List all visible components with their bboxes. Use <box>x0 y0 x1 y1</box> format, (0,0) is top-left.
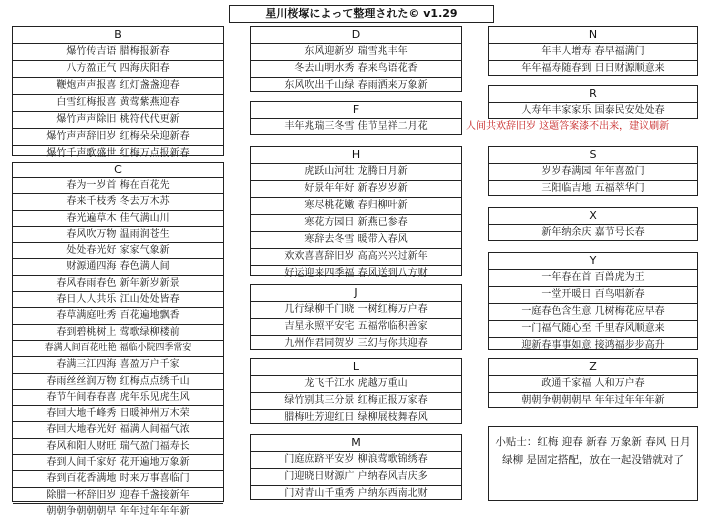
couplet-row: 春满三江四海 喜盈万户千家 <box>13 357 223 373</box>
section-header: Y <box>489 253 697 270</box>
couplet-row: 春到人间千家好 花开遍地万象新 <box>13 455 223 471</box>
couplet-row: 春为一岁首 梅在百花先 <box>13 178 223 194</box>
couplet-row: 春来千枝秀 冬去万木苏 <box>13 194 223 210</box>
couplet-row: 春回大地千峰秀 日暖神州万木荣 <box>13 406 223 422</box>
couplet-row: 除腊一杯辞旧岁 迎春千盏接新年 <box>13 488 223 504</box>
section-header: R <box>489 86 697 103</box>
couplet-row: 年年福寿随春到 日日财源顺意来 <box>521 63 665 74</box>
page-title: 星川桜塚によって整理された© v1.29 <box>229 5 494 23</box>
couplet-row: 冬去山明水秀 春来鸟语花香 <box>251 61 461 78</box>
section-c <box>12 162 224 517</box>
couplet-row: 寒尽桃花嫩 春归柳叶新 <box>251 198 461 215</box>
couplet-row: 爆竹千声歌盛世 红梅万点报新春 <box>46 148 190 159</box>
section-s <box>488 146 698 196</box>
couplet-row: 新年纳余庆 嘉节号长春 <box>541 227 645 238</box>
couplet-row: 一年春在首 百兽虎为王 <box>489 270 697 287</box>
couplet-row: 春到百花香满地 时来万事喜临门 <box>13 471 223 487</box>
couplet-row: 绿竹别其三分景 红梅正报万家春 <box>251 393 461 410</box>
couplet-row: 寒辞去冬雪 暖带入春风 <box>251 232 461 249</box>
couplet-row: 朝朝争朝朝朝早 年年过年年年新 <box>46 505 190 517</box>
couplet-row: 处处春光好 家家气象新 <box>13 243 223 259</box>
couplet-row: 东风迎新岁 瑞雪兆丰年 <box>251 44 461 61</box>
couplet-row: 朝朝争朝朝朝早 年年过年年年新 <box>521 395 665 406</box>
section-y <box>488 252 698 350</box>
couplet-row: 三阳临吉地 五福萃华门 <box>541 183 645 194</box>
section-d <box>250 26 462 92</box>
section-header: C <box>13 163 223 178</box>
couplet-row: 迎新春事事如意 接鸿福步步高升 <box>521 340 665 351</box>
couplet-row: 门迎晓日财源广 户纳春风吉庆多 <box>251 469 461 486</box>
section-n <box>488 26 698 76</box>
couplet-row: 门庭庶跻平安岁 柳浪莺歌锦绣春 <box>251 452 461 469</box>
couplet-row: 门对青山千重秀 户纳东西南北财 <box>284 488 428 499</box>
couplet-row: 春节午间春春喜 虎年乐见虎生风 <box>13 390 223 406</box>
couplet-row: 春日人人共乐 江山处处皆春 <box>13 292 223 308</box>
couplet-row: 春风吹万物 温雨润苍生 <box>13 227 223 243</box>
section-b <box>12 26 224 159</box>
couplet-row: 财源通四海 春色满人间 <box>13 259 223 275</box>
couplet-row: 政通千家福 人和万户春 <box>489 376 697 393</box>
section-header: M <box>251 435 461 452</box>
couplet-row: 春满人间百花吐艳 福临小院四季常安 <box>13 341 223 357</box>
couplet-row: 八方盈正气 四海庆阳春 <box>13 61 223 78</box>
tip-box: 小贴士：红梅 迎春 新春 万象新 春风 日月 绿柳 是固定搭配，放在一起没错就对了 <box>488 426 698 501</box>
couplet-row: 一庭春色含生意 几树梅花应早春 <box>489 304 697 321</box>
red-note: 人间共欢辞旧岁 这题答案漆不出来，建议刷新 <box>466 121 670 132</box>
couplet-row: 春风春雨春色 新年新岁新景 <box>13 276 223 292</box>
couplet-row: 爆竹声声除旧 桃符代代更新 <box>13 112 223 129</box>
couplet-row: 一堂开暖日 百鸟唱新春 <box>489 287 697 304</box>
section-z <box>488 358 698 408</box>
couplet-row: 好运迎来四季福 春风送到八方财 <box>284 268 428 279</box>
couplet-row: 欢欢喜喜辞旧岁 高高兴兴过新年 <box>251 249 461 266</box>
section-header: D <box>251 27 461 44</box>
couplet-row: 东风吹出千山绿 春雨洒来万象新 <box>284 80 428 91</box>
section-header: J <box>251 285 461 302</box>
couplet-row: 春光遍草木 佳气满山川 <box>13 211 223 227</box>
section-header: N <box>489 27 697 44</box>
couplet-row: 白雪红梅报喜 黄莺紫燕迎春 <box>13 95 223 112</box>
section-x <box>488 207 698 241</box>
couplet-row: 一门福气随心至 千里春风顺意来 <box>489 321 697 338</box>
couplet-row: 岁岁春满园 年年喜盈门 <box>489 164 697 181</box>
couplet-row: 春草满庭吐秀 百花遍地飘香 <box>13 308 223 324</box>
couplet-row: 吉星永照平安宅 五福常临积善家 <box>251 319 461 336</box>
couplet-row: 年丰人增寿 春早福满门 <box>489 44 697 61</box>
section-header: S <box>489 147 697 164</box>
couplet-row: 春回大地春光好 福满人间福气浓 <box>13 422 223 438</box>
couplet-row: 腊梅吐芳迎红日 绿柳展枝舞春风 <box>284 412 428 423</box>
couplet-row: 人寿年丰家家乐 国泰民安处处春 <box>521 105 665 116</box>
couplet-row: 春风和阳人财旺 瑞气盈门福寿长 <box>13 439 223 455</box>
couplet-row: 虎跃山河壮 龙腾日月新 <box>251 164 461 181</box>
section-m <box>250 434 462 500</box>
section-l <box>250 358 462 424</box>
couplet-row: 龙飞千江水 虎越万重山 <box>251 376 461 393</box>
couplet-row: 爆竹传吉语 腊梅报新春 <box>13 44 223 61</box>
couplet-row: 春到碧桃树上 莺歌绿柳楼前 <box>13 325 223 341</box>
section-h <box>250 146 462 279</box>
couplet-row: 好景年年好 新春岁岁新 <box>251 181 461 198</box>
couplet-row: 几行绿柳千门晓 一树红梅万户春 <box>251 302 461 319</box>
couplet-row: 爆竹声声辞旧岁 红梅朵朵迎新春 <box>13 129 223 146</box>
section-j <box>250 284 462 350</box>
section-header: B <box>13 27 223 44</box>
couplet-row: 鞭炮声声报喜 红灯盏盏迎春 <box>13 78 223 95</box>
section-header: H <box>251 147 461 164</box>
section-f <box>250 101 462 135</box>
section-header: Z <box>489 359 697 376</box>
couplet-row: 九州作君同贺岁 三幻与你共迎春 <box>284 338 428 349</box>
section-header: F <box>251 102 461 119</box>
couplet-row: 丰年兆瑞三冬雪 佳节呈祥二月花 <box>284 121 428 132</box>
couplet-row: 寒花方园日 新燕已参春 <box>251 215 461 232</box>
section-header: L <box>251 359 461 376</box>
couplet-row: 春雨丝丝润万物 红梅点点绣千山 <box>13 374 223 390</box>
section-r <box>488 85 698 119</box>
section-header: X <box>489 208 697 225</box>
